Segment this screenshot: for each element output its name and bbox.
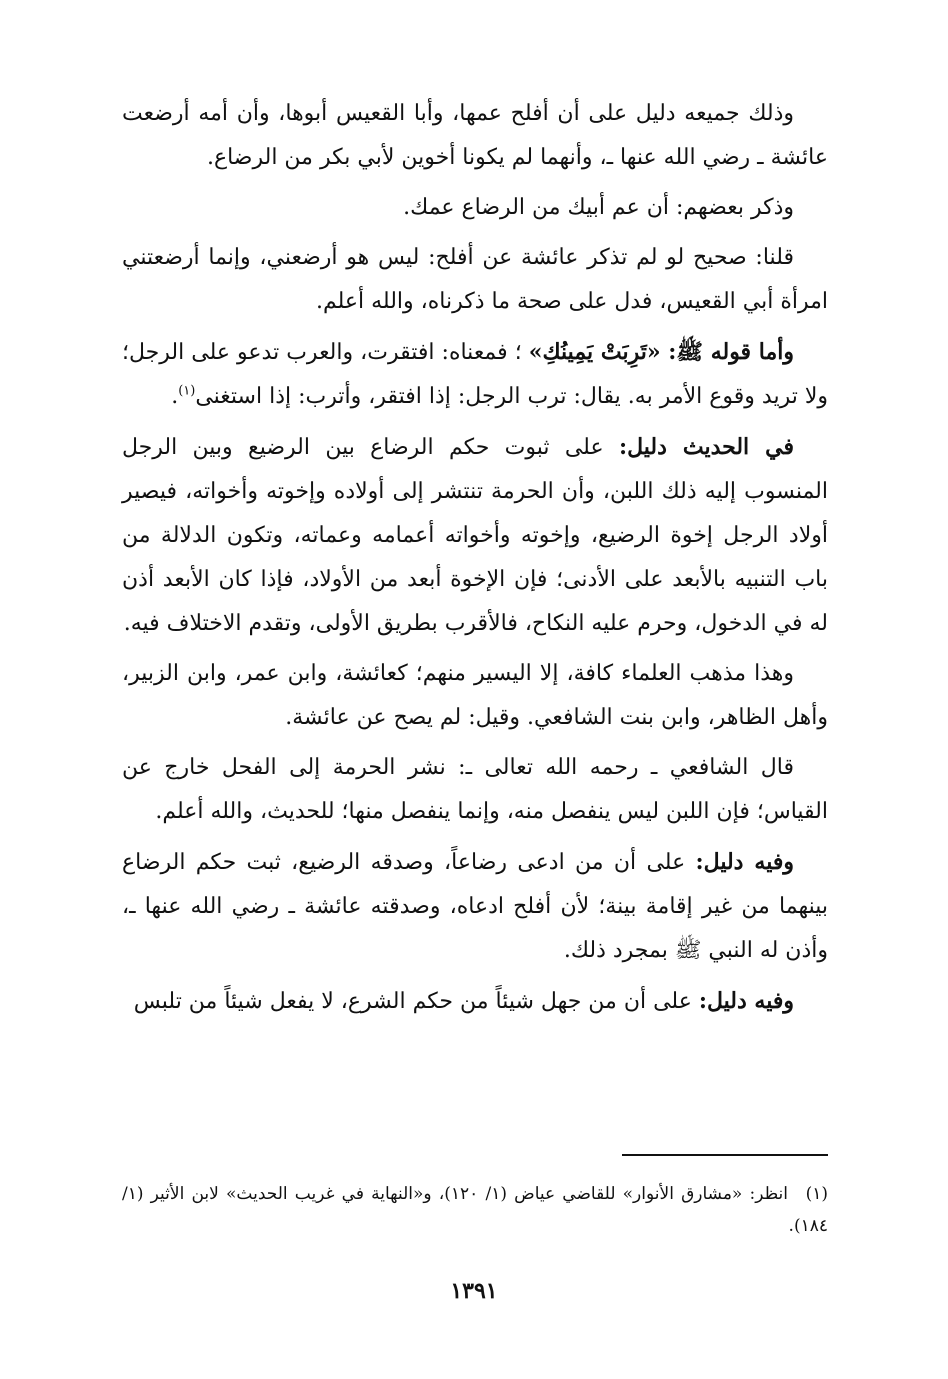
paragraph — [122, 186, 828, 230]
paragraph-text: وذلك جميعه دليل على أن أفلح عمها، وأبا القعيس أبوها، وأن أمه أرضعت عائشة ـ رضي الله عنها ـ، وأنهما لم يكونا أخوين لأبي بكر من الرضاع. — [122, 101, 828, 170]
paragraph-text: وذكر بعضهم: أن عم أبيك من الرضاع عمك. — [403, 195, 794, 220]
paragraph-text: وهذا مذهب العلماء كافة، إلا اليسير منهم؛ كعائشة، وابن عمر، وابن الزبير، وأهل الظاهر، وابن بنت الشافعي. وقيل: لم يصح عن عائشة. — [122, 661, 828, 730]
paragraph — [122, 92, 828, 180]
paragraph-text: ؛ فمعناه: افتقرت، والعرب تدعو على الرجل؛ ولا تريد وقوع الأمر به. يقال: ترب الرجل: إذا افتقر، وأترب: إذا استغنى — [122, 340, 828, 409]
paragraph-lead: وأما قوله ﷺ: «تَرِبَتْ يَمِينُكِ» — [528, 339, 794, 365]
paragraph-text: قلنا: صحيح لو لم تذكر عائشة عن أفلح: ليس هو أرضعني، وإنما أرضعتني امرأة أبي القعيس، فدل على صحة ما ذكرناه، والله أعلم. — [122, 245, 828, 314]
paragraph-lead: وفيه دليل: — [695, 849, 795, 875]
paragraph-lead: في الحديث دليل: — [618, 434, 795, 460]
footnote-separator — [622, 1154, 828, 1156]
footnote-text: انظر: «مشارق الأنوار» للقاضي عياض (١/ ١٢٠)، و«النهاية في غريب الحديث» لابن الأثير (١/ ١٨٤). — [122, 1184, 828, 1236]
paragraph-text: على أن من ادعى رضاعاً، وصدقه الرضيع، ثبت حكم الرضاع بينهما من غير إقامة بينة؛ لأن أفلح ادعاه، وصدقته عائشة ـ رضي الله عنها ـ، وأذن له النبي ﷺ بمجرد ذلك. — [122, 850, 828, 963]
paragraph-lead: وفيه دليل: — [698, 988, 794, 1014]
paragraph-text: على أن من جهل شيئاً من حكم الشرع، لا يفعل شيئاً من تلبس — [133, 989, 692, 1014]
book-page — [0, 92, 948, 1379]
paragraph — [122, 979, 828, 1024]
paragraph — [122, 330, 828, 419]
paragraph — [122, 425, 828, 646]
page-number: ١٣٩١ — [450, 1278, 498, 1304]
main-text — [122, 92, 828, 1030]
footnote-reference[interactable]: (١) — [178, 383, 196, 399]
paragraph — [122, 652, 828, 740]
paragraph — [122, 840, 828, 973]
paragraph — [122, 746, 828, 834]
footnotes — [122, 1178, 828, 1242]
paragraph-text: قال الشافعي ـ رحمه الله تعالى ـ: نشر الحرمة إلى الفحل خارج عن القياس؛ فإن اللبن ليس ينفصل منه، وإنما ينفصل منها؛ للحديث، والله أعلم. — [122, 755, 828, 824]
footnote — [122, 1178, 828, 1242]
footnote-number: (١) — [805, 1184, 828, 1204]
paragraph — [122, 236, 828, 324]
paragraph-text: على ثبوت حكم الرضاع بين الرضيع وبين الرجل المنسوب إليه ذلك اللبن، وأن الحرمة تنتشر إلى أولاده وإخوته وأخواته، فيصير أولاد الرجل إخوة الرضيع، وإخوته وأخواته أعمامه وعماته، وتكون الدلالة من باب التنبيه بالأبعد على الأدنى؛ فإن الإخوة أبعد من الأولاد، فإذا كان الأبعد أذن له في الدخول، وحرم عليه النكاح، فالأقرب بطريق الأولى، وتقدم الاختلاف فيه. — [122, 435, 829, 636]
paragraph-tail: . — [171, 384, 179, 409]
